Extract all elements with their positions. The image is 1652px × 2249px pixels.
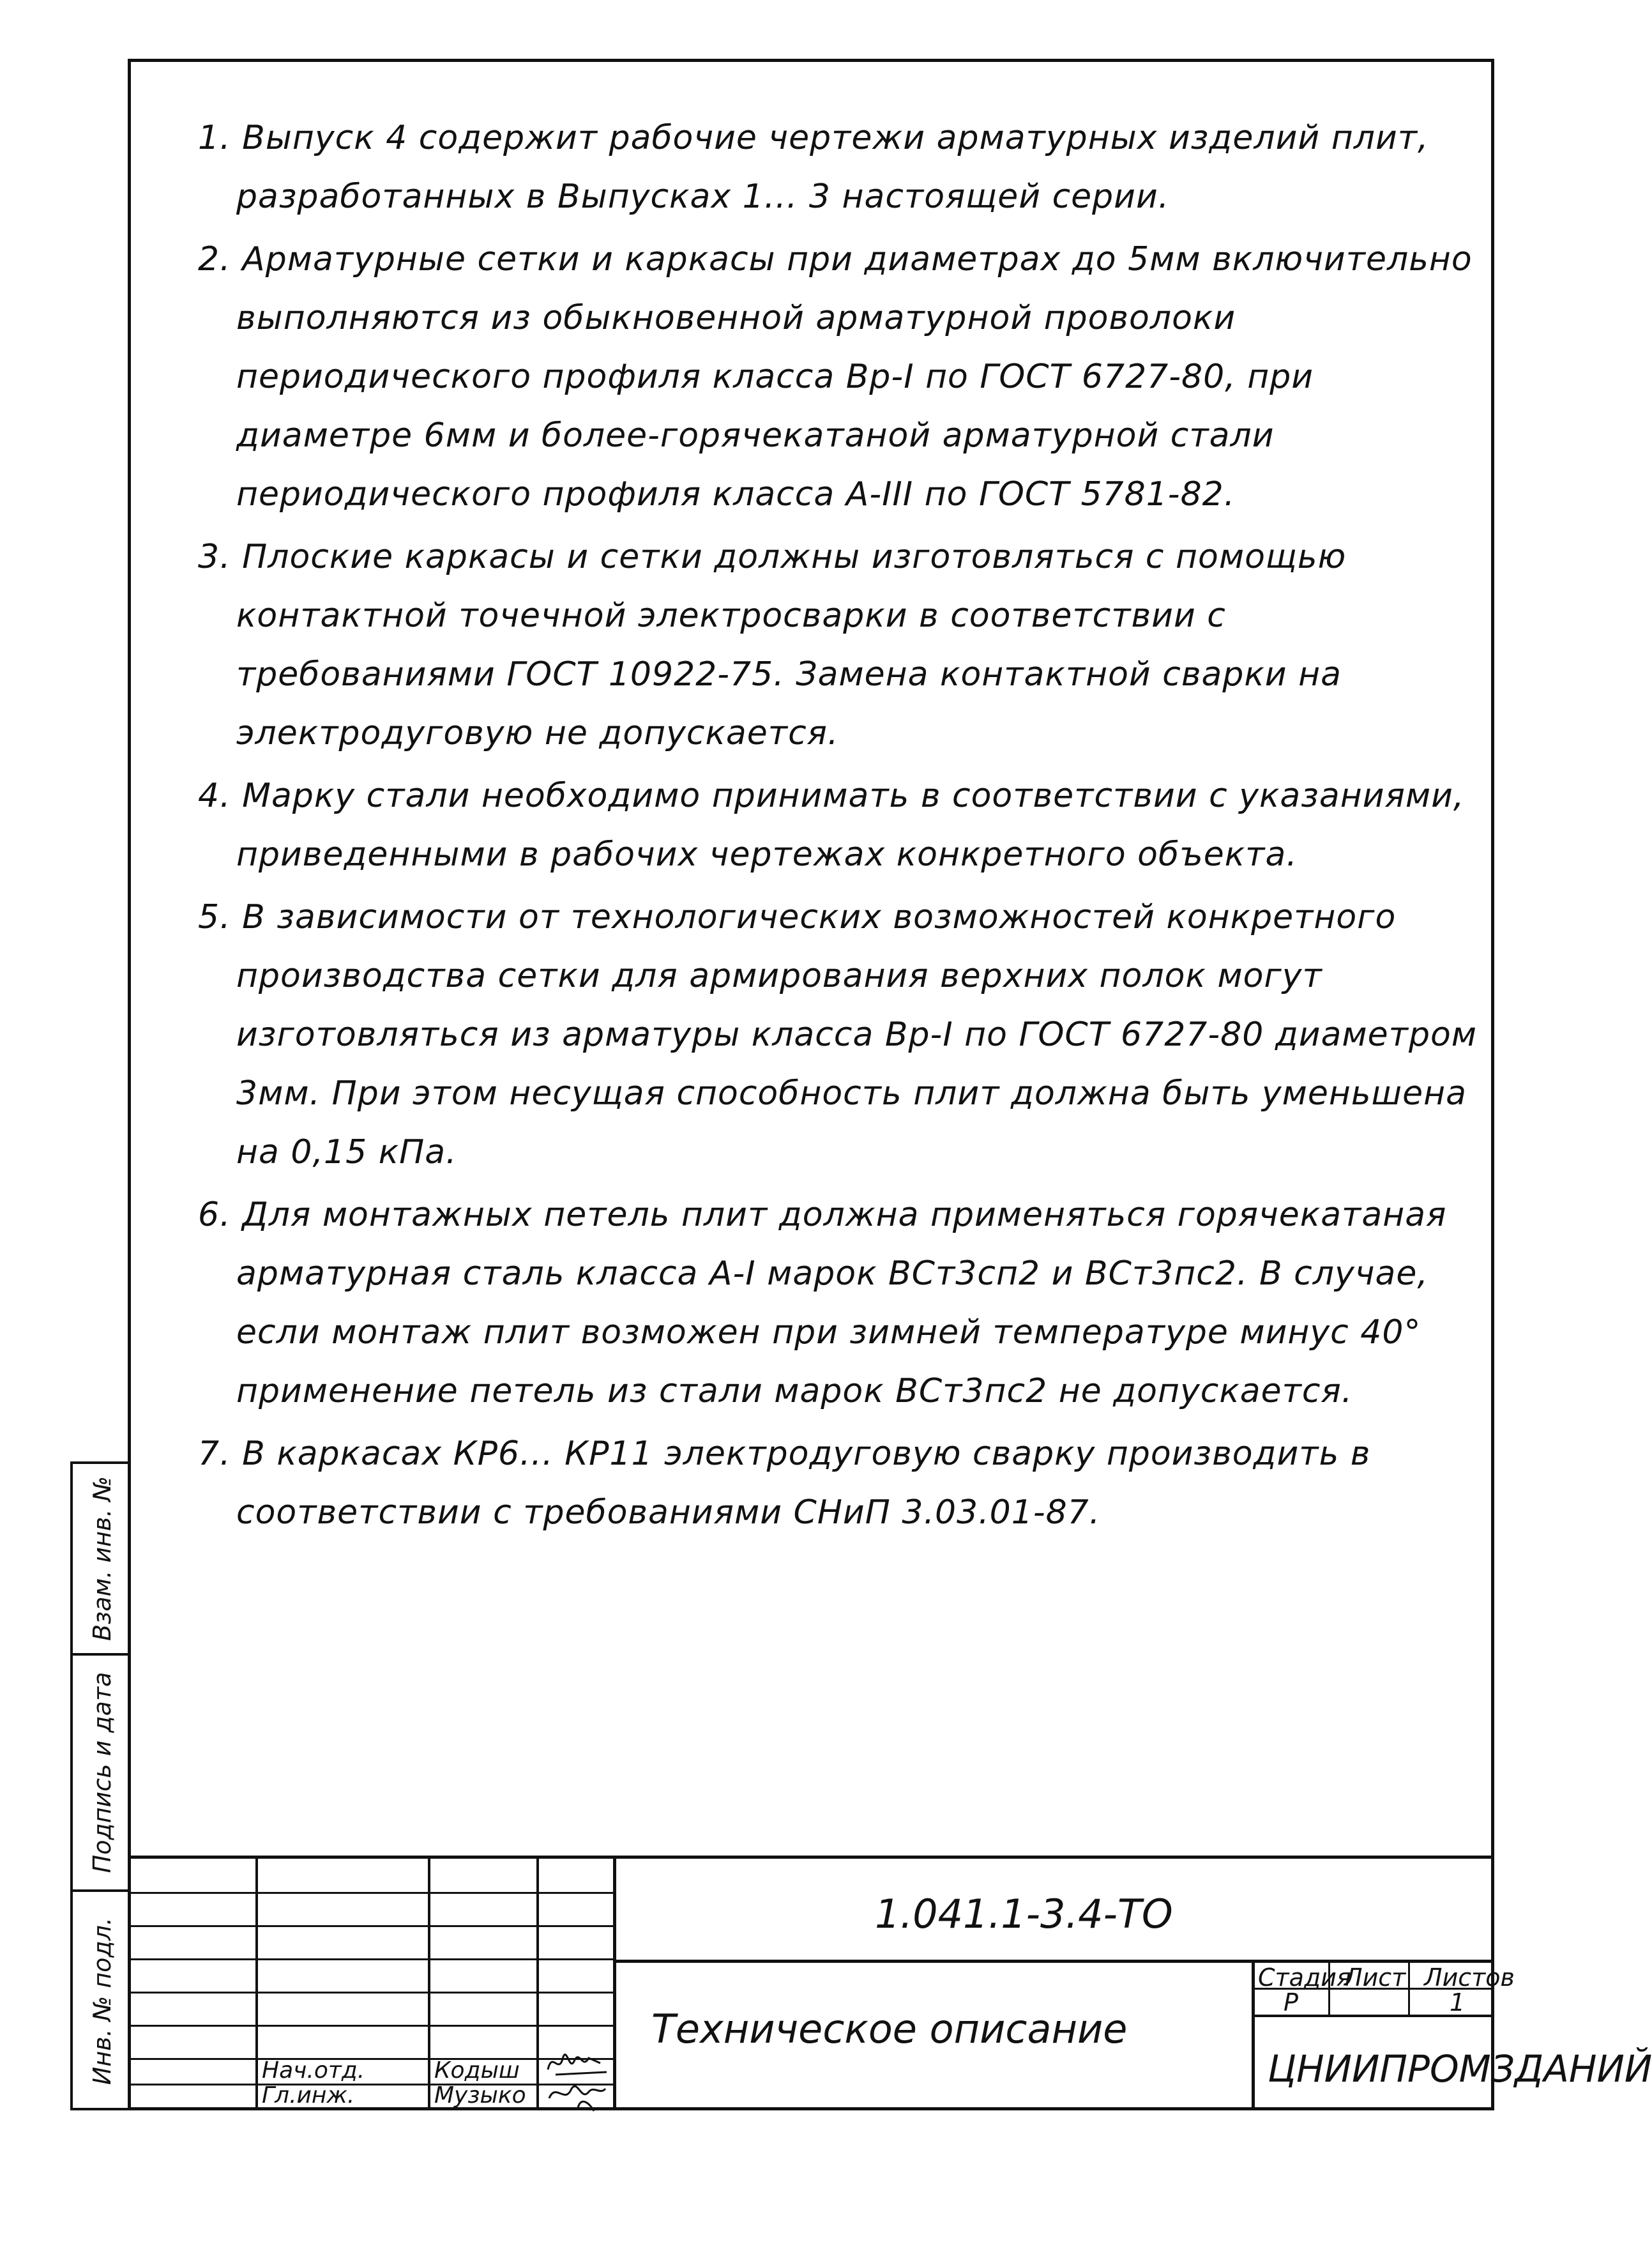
sheets-value: 1: [1450, 1988, 1466, 2016]
name-head-of-dept: Кодыш: [434, 2057, 520, 2084]
tb-vline: [536, 1859, 539, 2110]
note-6: [198, 1185, 1481, 1421]
name-chief-engineer: Музыко: [434, 2082, 526, 2108]
stage-label: Стадия: [1258, 1963, 1351, 1992]
side-label-inv: Инв. № подл.: [87, 1917, 116, 2085]
note-7: [198, 1424, 1481, 1542]
tb-vline: [428, 1859, 430, 2110]
side-cell-vzam: [73, 1464, 131, 1656]
note-1: [198, 109, 1481, 226]
note-3: [198, 528, 1481, 763]
document-title: Техническое описание: [651, 2006, 1128, 2052]
note-text: Арматурные сетки и каркасы при диаметрах до 5мм включительно выполняются из обыкновенной арматурной проволоки периодического профиля класса Вр-I по ГОСТ 6727-80, при диаметре 6мм и более-горячекатаной арматурной стали периодического профиля класса А-III по ГОСТ 5781-82.: [236, 240, 1473, 514]
tb-vline: [1408, 1960, 1410, 2016]
note-text: Для монтажных петель плит должна применяться горячекатаная арматурная сталь класса А-I марок ВСт3сп2 и ВСт3пс2. В случае, если монтаж плит возможен при зимней температуре минус 40° применение петель из стали марок ВСт3пс2 не допускается.: [236, 1196, 1447, 1410]
side-cell-inv: [73, 1892, 131, 2110]
sheets-label: Листов: [1424, 1963, 1515, 1992]
side-label-podpis: Подпись и дата: [87, 1672, 116, 1873]
tb-hline: [128, 1992, 613, 1994]
side-label-vzam: Взам. инв. №: [87, 1475, 116, 1642]
notes-list: [198, 109, 1481, 1546]
tb-vline: [255, 1859, 258, 2110]
note-number: 4.: [198, 777, 231, 815]
note-text: Плоские каркасы и сетки должны изготовляться с помощью контактной точечной электросварки в соответствии с требованиями ГОСТ 10922-75. Замена контактной сварки на электродуговую не допускается.: [236, 538, 1347, 752]
note-5: [198, 888, 1481, 1182]
tb-hline: [128, 1958, 613, 1960]
tb-vline-right: [1252, 1960, 1255, 2110]
tb-hline: [128, 2084, 613, 2085]
tb-hline: [128, 2058, 613, 2060]
note-4: [198, 766, 1481, 884]
tb-hline: [128, 2025, 613, 2027]
signature-scribbles: [543, 2044, 619, 2114]
title-block: [128, 1856, 1652, 2110]
note-number: 3.: [198, 538, 231, 576]
side-cell-podpis: [73, 1656, 131, 1892]
stage-value: Р: [1284, 1988, 1298, 2016]
note-text: Выпуск 4 содержит рабочие чертежи арматурных изделий плит, разработанных в Выпусках 1... 3 настоящей серии.: [236, 119, 1429, 216]
note-number: 6.: [198, 1196, 231, 1234]
note-number: 2.: [198, 240, 231, 278]
note-text: Марку стали необходимо принимать в соответствии с указаниями, приведенными в рабочих чертежах конкретного объекта.: [236, 777, 1465, 874]
role-head-of-dept: Нач.отд.: [262, 2057, 365, 2084]
tb-hline: [128, 1925, 613, 1927]
role-chief-engineer: Гл.инж.: [262, 2082, 355, 2108]
tb-hline: [128, 1892, 613, 1894]
note-text: В каркасах КР6... КР11 электродуговую сварку производить в соответствии с требованиями СНиП 3.03.01-87.: [236, 1435, 1371, 1532]
document-code: 1.041.1-3.4-ТО: [875, 1891, 1173, 1937]
side-strip: [70, 1461, 131, 2110]
note-number: 7.: [198, 1435, 231, 1473]
tb-hline-main: [613, 1960, 1494, 1963]
note-2: [198, 230, 1481, 524]
note-text: В зависимости от технологических возможностей конкретного производства сетки для армирования верхних полок могут изготовляться из арматуры класса Вр-I по ГОСТ 6727-80 диаметром 3мм. При этом несущая способность плит должна быть уменьшена на 0,15 кПа.: [236, 898, 1477, 1171]
note-number: 5.: [198, 898, 231, 936]
note-number: 1.: [198, 119, 231, 157]
sheet-label: Лист: [1344, 1963, 1406, 1992]
organization-name: ЦНИИПРОМЗДАНИЙ: [1268, 2047, 1652, 2091]
